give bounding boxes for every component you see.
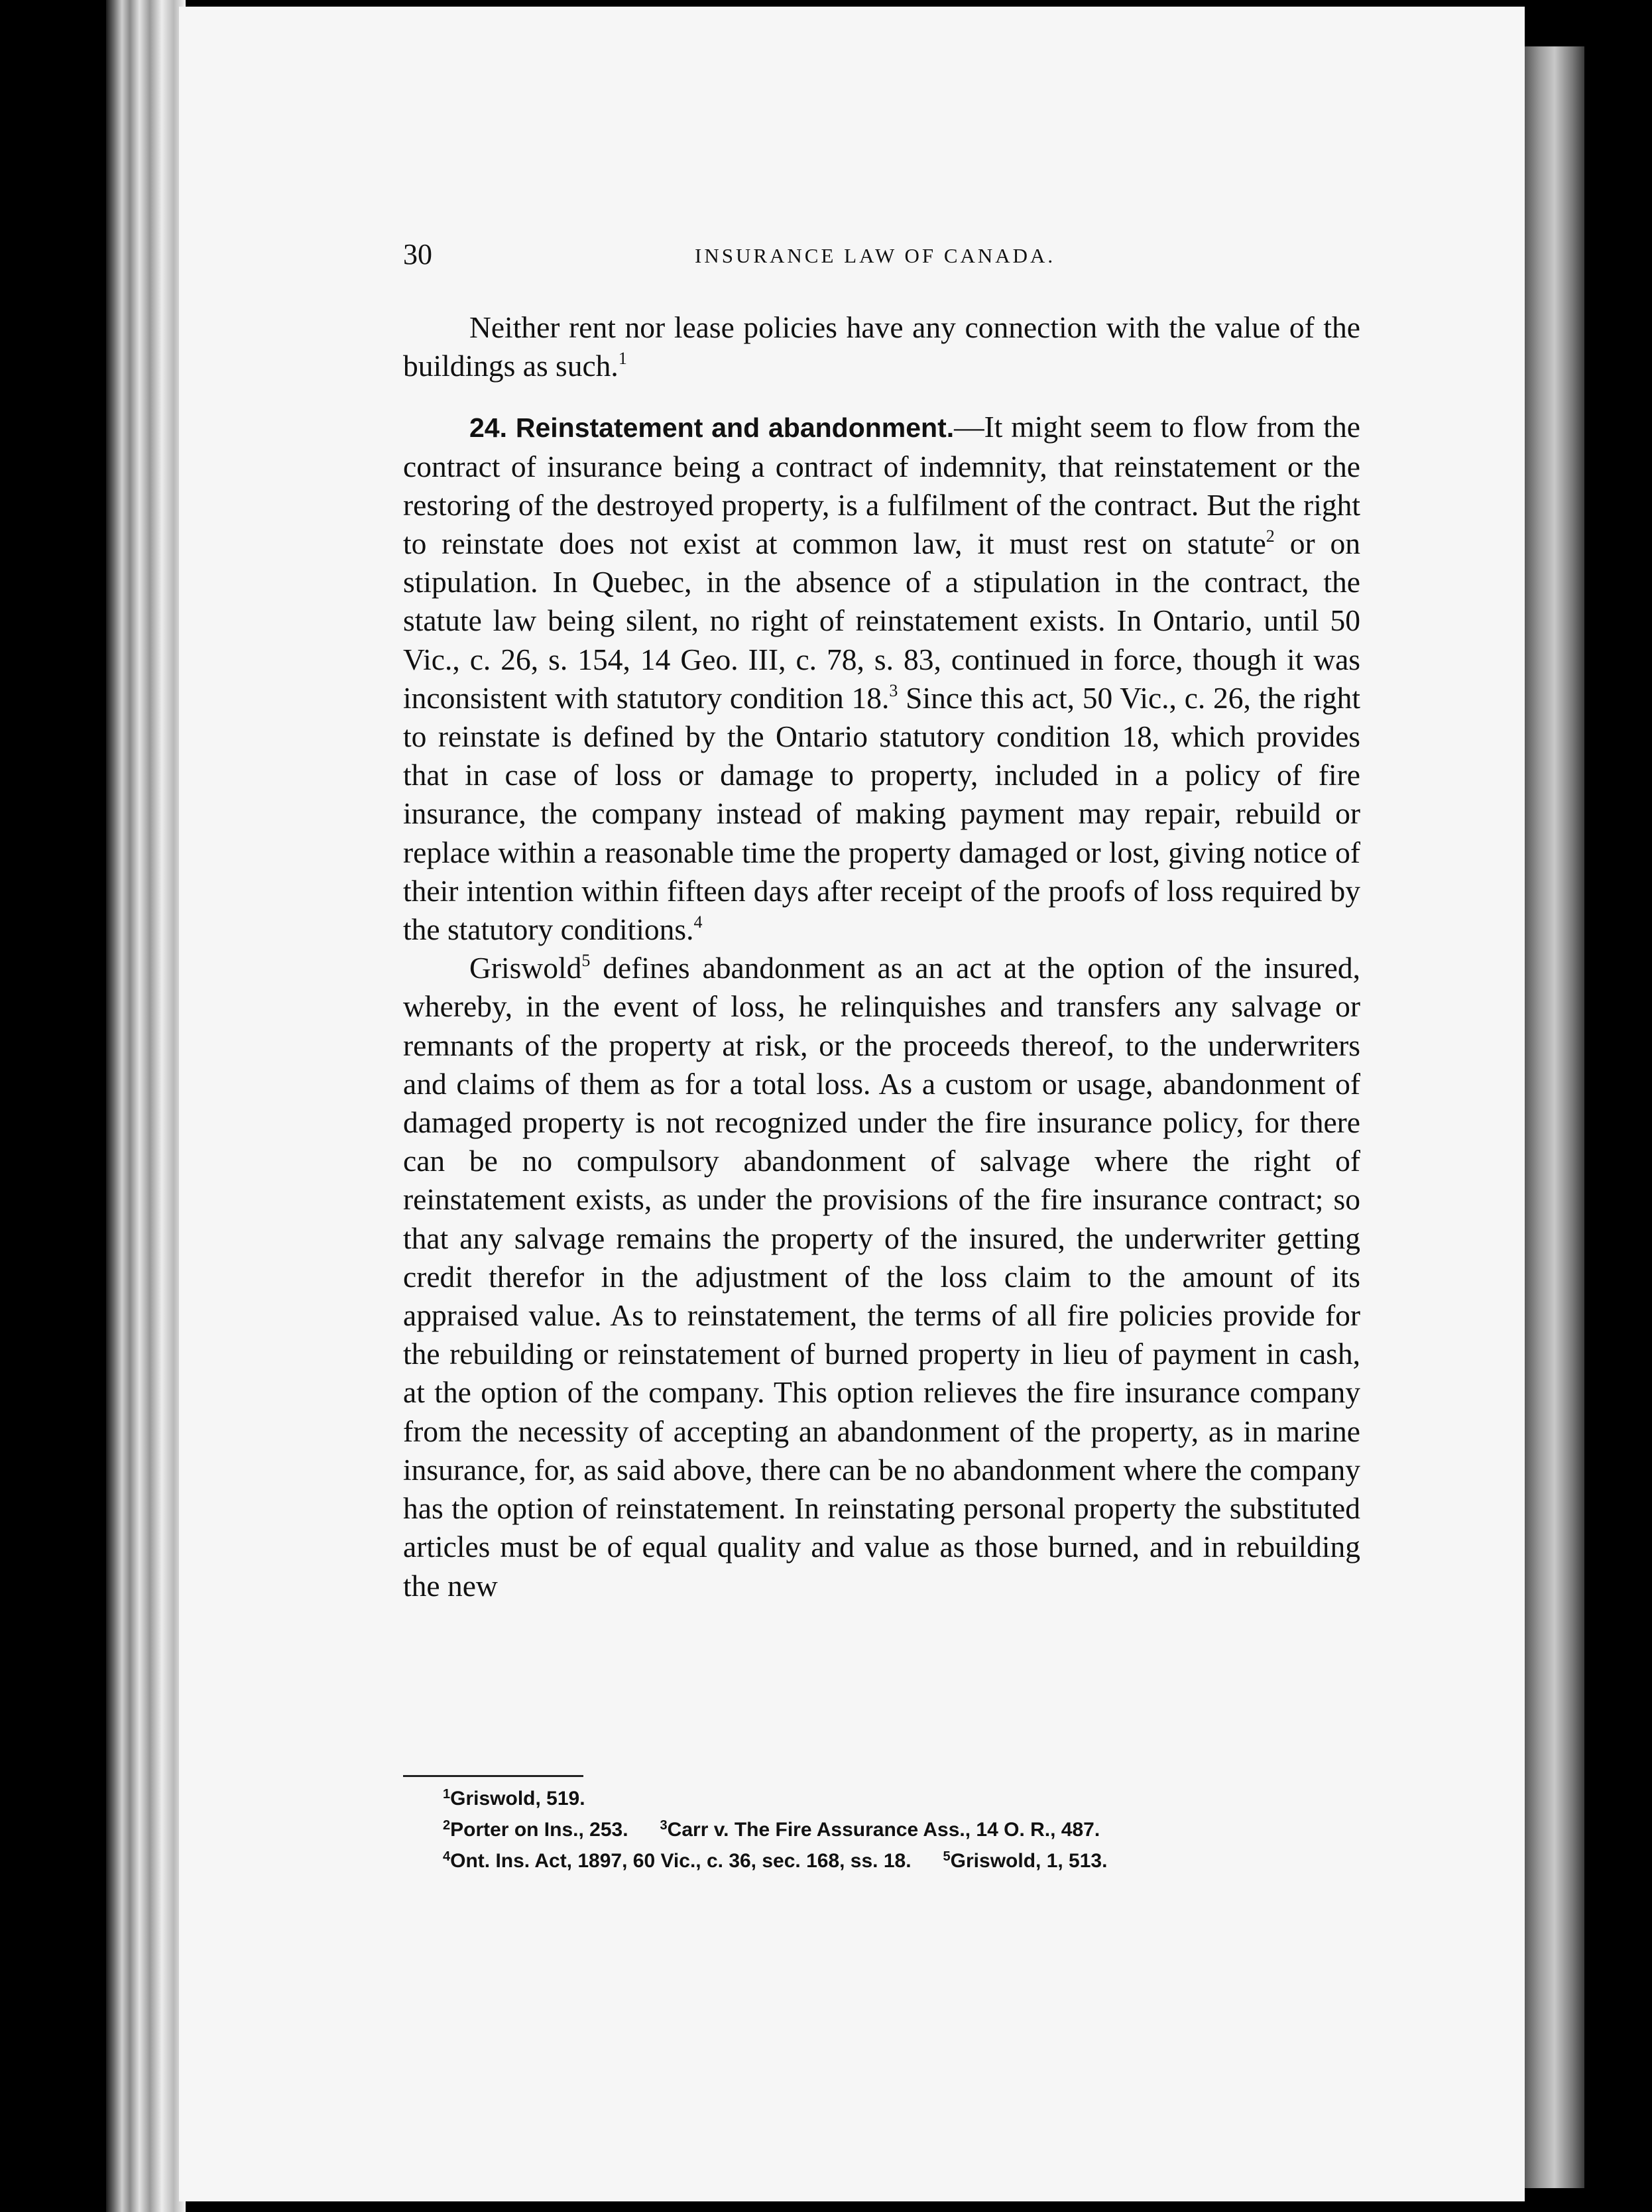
- footnote-2: Porter on Ins., 253.: [450, 1819, 628, 1841]
- footnote-ref-5: 5: [581, 951, 591, 971]
- footnote-4: Ont. Ins. Act, 1897, 60 Vic., c. 36, sec. 168, ss. 18.: [450, 1850, 912, 1872]
- paragraph-1: [403, 308, 1360, 385]
- footnotes: [443, 1783, 1371, 1876]
- body-text: [403, 308, 1360, 1605]
- paragraph-1-text: Neither rent nor lease policies have any connection with the value of the buildings as such.: [403, 310, 1360, 383]
- paragraph-3-text-a: Griswold: [469, 951, 582, 985]
- paragraph-2: [403, 408, 1360, 949]
- footnote-1: Griswold, 519.: [450, 1788, 585, 1810]
- footnote-ref-3: 3: [889, 680, 898, 700]
- section-title: Reinstatement and abandonment.: [515, 412, 955, 444]
- running-head: INSURANCE LAW OF CANADA.: [695, 244, 1056, 267]
- footnote-rule: [403, 1775, 583, 1777]
- paragraph-2-text-b: or on stipulation. In Quebec, in the absence of a stipulation in the contract, the statute law being silent, no right of reinstatement exists. In Ontario, until 50 Vic., c. 26, s. 154, 14 Geo. III, c. 78, s. 83, continued in force, though it was inconsistent with statutory condition 18.: [403, 526, 1360, 715]
- paragraph-2-text-a: —It might seem to flow from the contract of insurance being a contract of indemnity, that reinstatement or the restoring of the destroyed property, is a fulfilment of the contract. But the right to reinstate does not exist at common law, it must rest on statute: [403, 410, 1360, 561]
- book-page-edges: [106, 0, 186, 2212]
- footnote-mark-2: 2: [443, 1818, 451, 1833]
- footnote-3: Carr v. The Fire Assurance Ass., 14 O. R., 487.: [667, 1819, 1100, 1841]
- footnote-mark-3: 3: [660, 1818, 668, 1833]
- page-number: 30: [403, 238, 432, 271]
- page-shadow-edge: [1525, 46, 1584, 2188]
- paragraph-2-text-c: Since this act, 50 Vic., c. 26, the right to reinstate is defined by the Ontario statutory condition 18, which provides that in case of loss or damage to property, included in a policy of fire insurance, the company instead of making payment may repair, rebuild or replace within a reasonable time the property damaged or lost, giving notice of their intention within fifteen days after receipt of the proofs of loss required by the statutory conditions.: [403, 680, 1361, 947]
- footnote-mark-4: 4: [443, 1849, 451, 1864]
- footnote-ref-2: 2: [1266, 526, 1275, 546]
- footnote-5: Griswold, 1, 513.: [950, 1850, 1108, 1872]
- footnote-line-3: [443, 1845, 1371, 1876]
- footnote-ref-1: 1: [618, 349, 627, 369]
- page-header: [403, 237, 1364, 277]
- paragraph-3-text-b: defines abandonment as an act at the option of the insured, whereby, in the event of loss, he relinquishes and transfers any salvage or remnants of the property at risk, or the proceeds thereof, to the underwriters and claims of them as for a total loss. As a custom or usage, abandonment of damaged property is not recognized under the fire insurance policy, for there can be no compulsory abandonment of salvage where the right of reinstatement exists, as under the provisions of the fire insurance contract; so that any salvage remains the property of the insured, the underwriter getting credit therefor in the adjustment of the loss claim to the amount of its appraised value. As to reinstatement, the terms of all fire policies provide for the rebuilding or reinstatement of burned property in lieu of payment in cash, at the option of the company. This option relieves the fire insurance company from the necessity of accepting an abandonment of the property, as in marine insurance, for, as said above, there can be no abandonment where the company has the option of reinstatement. In reinstating personal property the substituted articles must be of equal quality and value as those burned, and in rebuilding the new: [403, 951, 1360, 1603]
- section-number: 24.: [469, 412, 507, 444]
- footnote-line-1: [443, 1783, 1371, 1814]
- paragraph-3: [403, 949, 1360, 1605]
- footnote-ref-4: 4: [693, 912, 703, 932]
- footnote-line-2: [443, 1814, 1371, 1845]
- footnote-mark-5: 5: [943, 1849, 951, 1864]
- footnote-mark-1: 1: [443, 1787, 451, 1802]
